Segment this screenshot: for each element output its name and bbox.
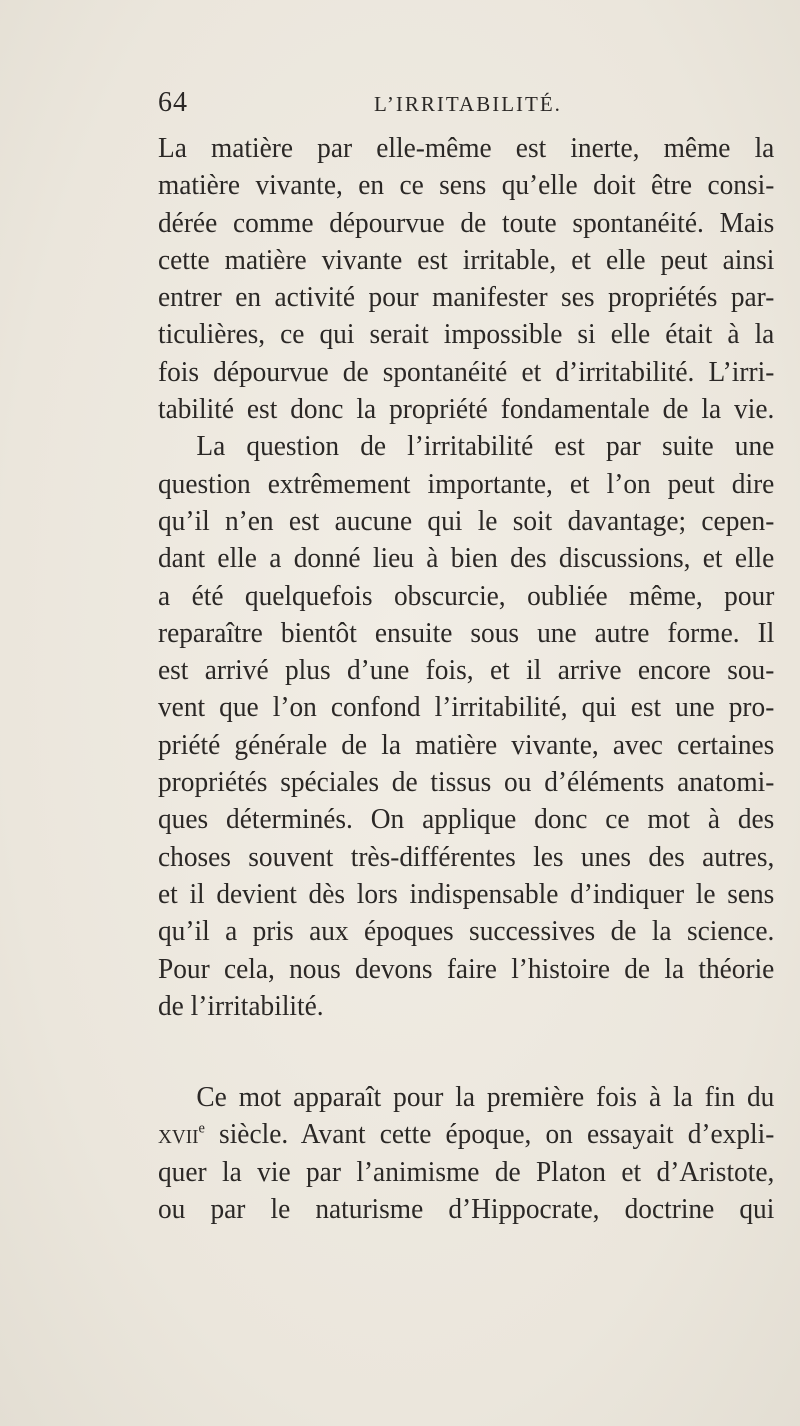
century-superscript: e <box>198 1120 205 1137</box>
body-text <box>158 130 774 1228</box>
text-line: vent que l’on confond l’irritabilité, qui est une pro- <box>158 692 775 724</box>
text-line: Ce mot apparaît pour la première fois à la fin du <box>196 1082 775 1114</box>
text-line-rest: siècle. Avant cette époque, on essayait d’expli- <box>204 1119 775 1151</box>
text-line: tabilité est donc la propriété fondamentale de la vie. <box>158 394 775 426</box>
text-line-century <box>158 1116 774 1153</box>
paragraph-gap <box>158 1025 774 1079</box>
paragraph-2 <box>158 428 774 1025</box>
text-line: est arrivé plus d’une fois, et il arrive encore sou- <box>158 655 775 687</box>
text-line: et il devient dès lors indispensable d’indiquer le sens <box>158 878 775 910</box>
text-line: de l’irritabilité. <box>158 990 324 1022</box>
text-line: ticulières, ce qui serait impossible si elle était à la <box>158 319 775 351</box>
text-line: quer la vie par l’animisme de Platon et d’Aristote, <box>158 1156 775 1188</box>
running-head: L’IRRITABILITÉ. <box>374 92 562 116</box>
text-line: La question de l’irritabilité est par suite une <box>196 431 775 463</box>
text-line: question extrêmement importante, et l’on peut dire <box>158 468 775 500</box>
text-line: a été quelquefois obscurcie, oubliée même, pour <box>158 580 775 612</box>
page-number: 64 <box>158 87 188 118</box>
text-line: dant elle a donné lieu à bien des discussions, et elle <box>158 543 775 575</box>
text-line: qu’il a pris aux époques successives de la science. <box>158 916 775 948</box>
page-header <box>158 86 766 120</box>
text-line: ou par le naturisme d’Hippocrate, doctrine qui <box>158 1194 775 1226</box>
text-line: propriétés spéciales de tissus ou d’éléments anatomi- <box>158 767 775 799</box>
text-line: priété générale de la matière vivante, avec certaines <box>158 729 775 761</box>
text-line: cette matière vivante est irritable, et elle peut ainsi <box>158 244 775 276</box>
text-line: entrer en activité pour manifester ses propriétés par- <box>158 282 775 314</box>
century-numeral: xvii <box>158 1119 199 1151</box>
text-line: ques déterminés. On applique donc ce mot à des <box>158 804 775 836</box>
text-line: reparaître bientôt ensuite sous une autre forme. Il <box>158 617 775 649</box>
text-line: dérée comme dépourvue de toute spontanéité. Mais <box>158 207 775 239</box>
text-line: matière vivante, en ce sens qu’elle doit être consi- <box>158 170 775 202</box>
paragraph-3 <box>158 1079 774 1228</box>
text-line: choses souvent très-différentes les unes des autres, <box>158 841 775 873</box>
text-line: qu’il n’en est aucune qui le soit davantage; cepen- <box>158 505 775 537</box>
paragraph-1 <box>158 130 774 428</box>
text-line: fois dépourvue de spontanéité et d’irritabilité. L’irri- <box>158 356 775 388</box>
text-line: La matière par elle-même est inerte, même la <box>158 133 775 164</box>
text-line: Pour cela, nous devons faire l’histoire de la théorie <box>158 953 775 985</box>
